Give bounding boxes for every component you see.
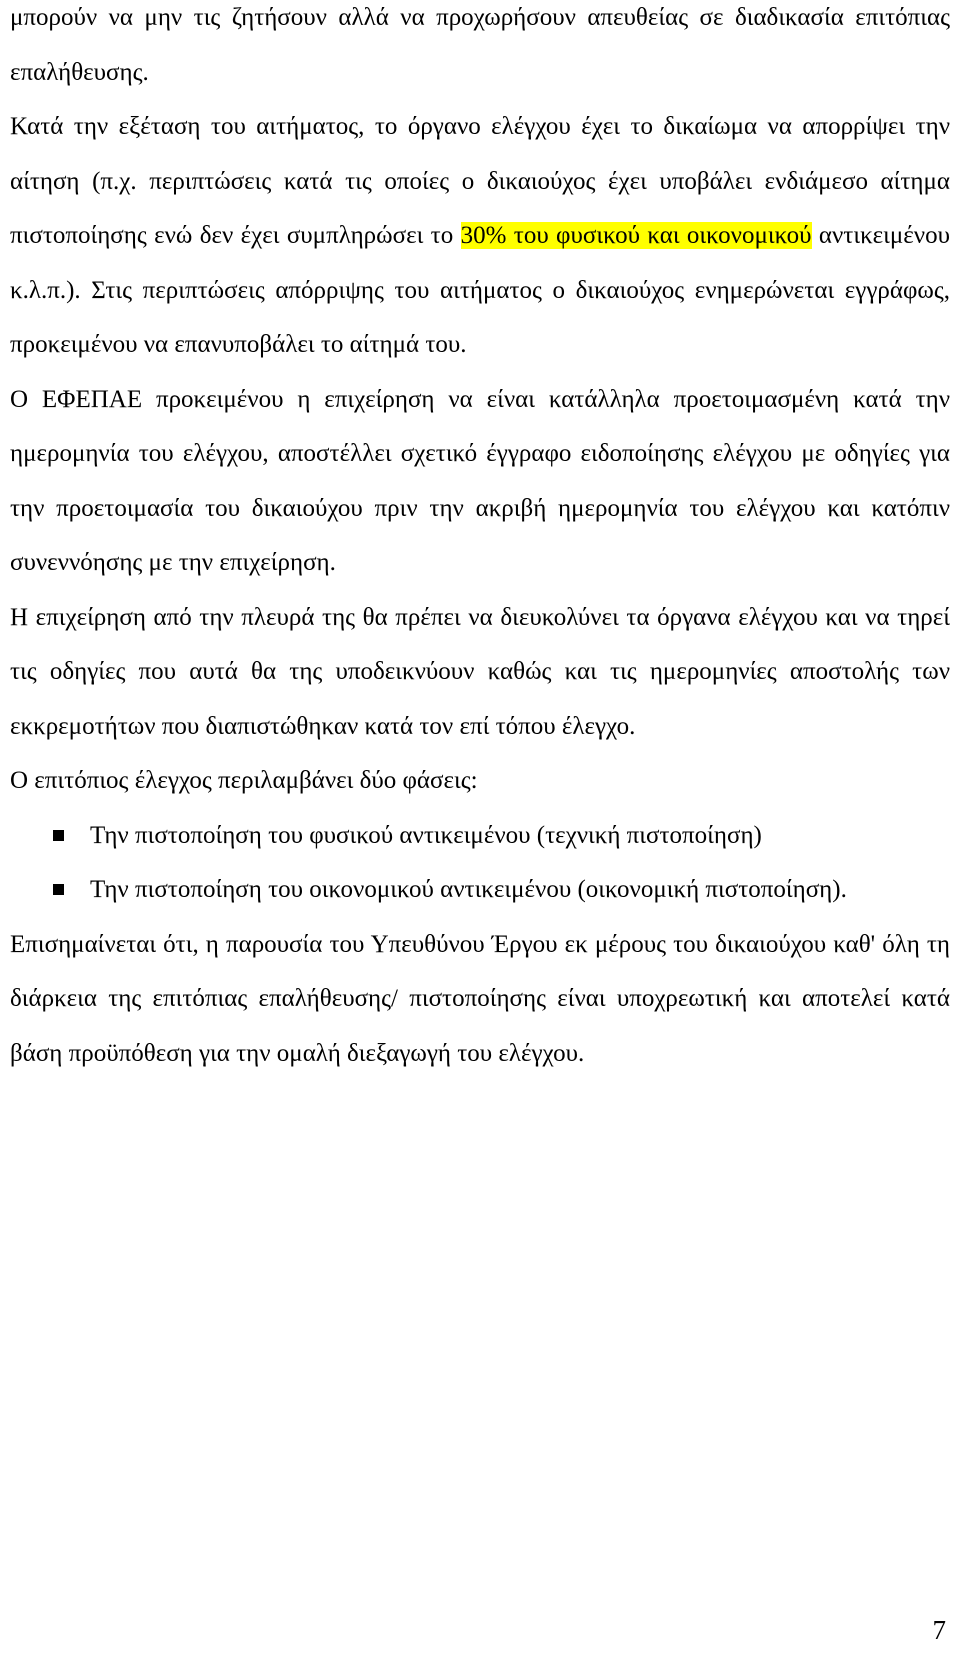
list-item-text: Την πιστοποίηση του φυσικού αντικειμένου (τεχνική πιστοποίηση) [90, 821, 762, 849]
square-bullet-icon [53, 830, 64, 841]
square-bullet-icon [53, 884, 64, 895]
paragraph-2 [10, 100, 950, 373]
list-item [10, 863, 950, 918]
paragraph-3: Ο ΕΦΕΠΑΕ προκειμένου η επιχείρηση να είναι κατάλληλα προετοιμασμένη κατά την ημερομηνία του ελέγχου, αποστέλλει σχετικό έγγραφο ειδοποίησης ελέγχου με οδηγίες για την προετοιμασία του δικαιούχου πριν την ακριβή ημερομηνία του ελέγχου και κατόπιν συνεννόησης με την επιχείρηση. [10, 385, 950, 576]
document-page [10, 0, 950, 1081]
paragraph-2-text-start: Κατά την εξέταση του αιτήματος, το όργανο ελέγχου έχει το δικαίωμα να απορρίψει την αίτηση (π.χ. περιπτώσεις κατά τις οποίες ο δικαιούχος έχει υποβάλει ενδιάμεσο αίτημα πιστοποίησης ενώ δεν έχει συμπληρώσει το [10, 113, 950, 249]
bullet-list [10, 809, 950, 918]
list-item [10, 809, 950, 864]
paragraph-2-text-end: αντικειμένου κ.λ.π.). Στις περιπτώσεις απόρριψης του αιτήματος ο δικαιούχος ενημερώνεται εγγράφως, προκειμένου να επανυποβάλει το αίτημά του. [10, 222, 950, 358]
paragraph-6: Επισημαίνεται ότι, η παρουσία του Υπευθύνου Έργου εκ μέρους του δικαιούχου καθ' όλη τη διάρκεια της επιτόπιας επαλήθευσης/ πιστοποίησης είναι υποχρεωτική και αποτελεί κατά βάση προϋπόθεση για την ομαλή διεξαγωγή του ελέγχου. [10, 930, 950, 1067]
paragraph-1: μπορούν να μην τις ζητήσουν αλλά να προχωρήσουν απευθείας σε διαδικασία επιτόπιας επαλήθευσης. [10, 4, 950, 86]
highlighted-text: 30% του φυσικού και οικονομικού [460, 222, 812, 249]
paragraph-5: Ο επιτόπιος έλεγχος περιλαμβάνει δύο φάσεις: [10, 767, 478, 794]
page-number: 7 [932, 1615, 946, 1645]
paragraph-4: Η επιχείρηση από την πλευρά της θα πρέπει να διευκολύνει τα όργανα ελέγχου και να τηρεί τις οδηγίες που αυτά θα της υποδεικνύουν καθώς και τις ημερομηνίες αποστολής των εκκρεμοτήτων που διαπιστώθηκαν κατά τον επί τόπου έλεγχο. [10, 603, 950, 740]
list-item-text: Την πιστοποίηση του οικονομικού αντικειμένου (οικονομική πιστοποίηση). [90, 876, 847, 903]
